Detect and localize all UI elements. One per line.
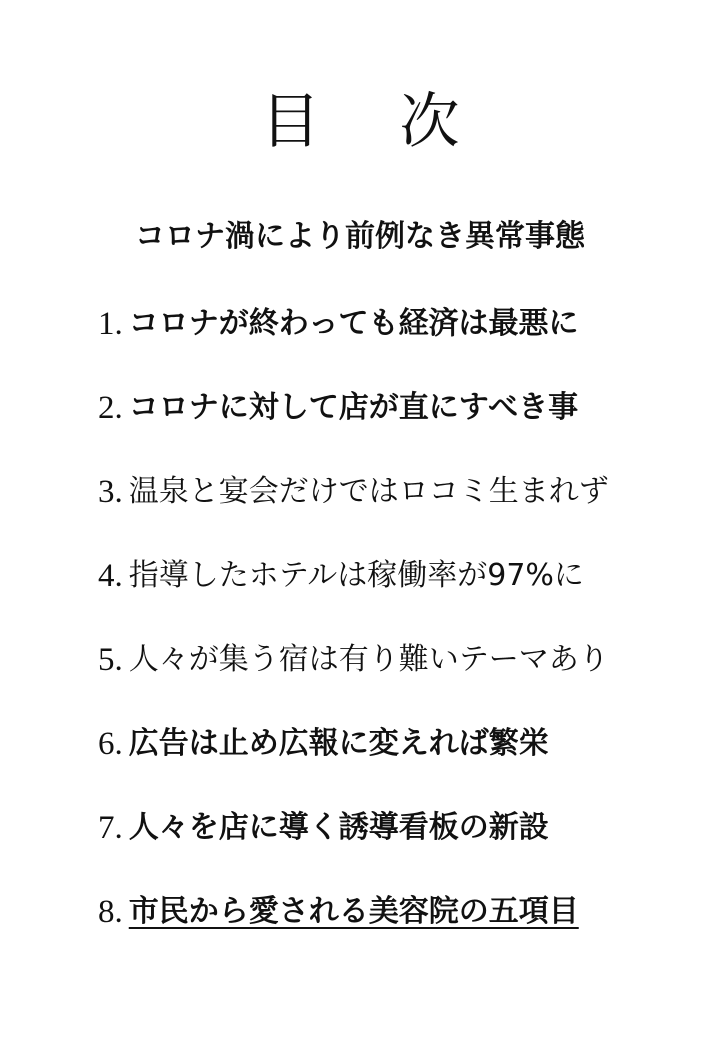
toc-item-6[interactable] (98, 720, 698, 804)
toc-item-number: 6. (98, 726, 123, 762)
toc-item-number: 7. (98, 810, 123, 846)
toc-item-text: 指導したホテルは稼働率が97%に (128, 558, 584, 593)
toc-item-8[interactable] (98, 888, 698, 972)
page-title: 目 次 (260, 87, 490, 157)
toc-item-text: 市民から愛される美容院の五項目 (128, 894, 579, 929)
toc-item-text: 温泉と宴会だけではロコミ生まれず (128, 474, 609, 509)
table-of-contents (98, 300, 698, 972)
toc-item-7[interactable] (98, 804, 698, 888)
toc-item-number: 2. (98, 390, 123, 426)
toc-item-number: 3. (98, 474, 123, 510)
toc-item-3[interactable] (98, 468, 698, 552)
page-subtitle: コロナ渦により前例なき異常事態 (135, 219, 585, 254)
toc-item-text: 人々が集う宿は有り難いテーマあり (128, 642, 609, 677)
toc-item-number: 1. (98, 306, 123, 342)
toc-item-text: 人々を店に導く誘導看板の新設 (128, 810, 549, 845)
toc-item-number: 5. (98, 642, 123, 678)
toc-item-4[interactable] (98, 552, 698, 636)
toc-item-text: コロナが終わっても経済は最悪に (128, 306, 579, 341)
toc-item-5[interactable] (98, 636, 698, 720)
toc-item-text: 広告は止め広報に変えれば繁栄 (128, 726, 549, 761)
toc-item-number: 4. (98, 558, 123, 594)
toc-item-2[interactable] (98, 384, 698, 468)
toc-item-text: コロナに対して店が直にすべき事 (128, 390, 579, 425)
toc-item-number: 8. (98, 894, 123, 930)
toc-item-1[interactable] (98, 300, 698, 384)
